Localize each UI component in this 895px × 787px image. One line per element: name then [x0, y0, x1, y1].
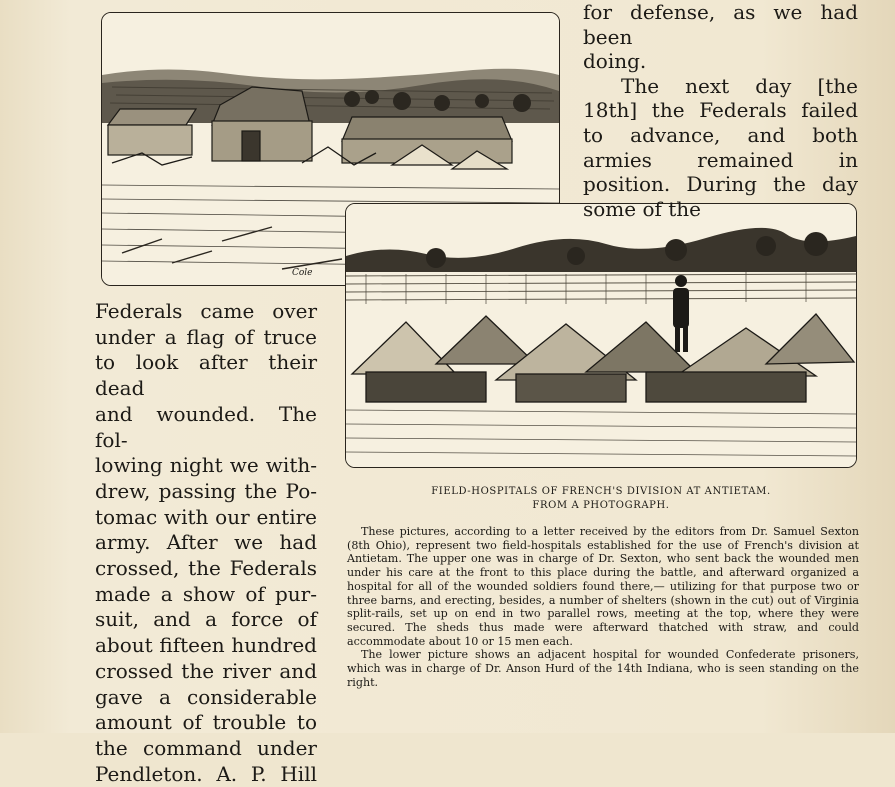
left-line: under a flag of truce — [95, 324, 317, 349]
left-line: crossed the river and — [95, 658, 317, 683]
footnote-block — [347, 525, 859, 689]
left-line: made a show of pur- — [95, 581, 317, 606]
left-line: crossed, the Federals — [95, 556, 317, 581]
left-line: suit, and a force of — [95, 607, 317, 632]
footnote-paragraph-2: The lower picture shows an adjacent hospital for wounded Confederate prisoners, which was in charge of Dr. Anson Hurd of the 14th Indiana, who is seen standing on the right. — [347, 648, 859, 689]
left-line: lowing night we with- — [95, 453, 317, 478]
caption-title: FIELD-HOSPITALS OF FRENCH'S DIVISION AT ANTIETAM. — [431, 486, 771, 497]
right-line-1: for defense, as we had been — [583, 0, 858, 49]
right-paragraph: The next day [the 18th] the Federals failed to advance, and both armies remained in position. During the day some of the — [583, 73, 858, 221]
right-column-text — [583, 0, 858, 221]
left-line: and wounded. The fol- — [95, 401, 317, 452]
left-line: about fifteen hundred — [95, 633, 317, 658]
left-line: tomac with our entire — [95, 504, 317, 529]
left-column-text — [95, 299, 317, 787]
left-line: amount of trouble to — [95, 710, 317, 735]
left-line: Federals came over — [95, 299, 317, 323]
engraver-signature: Cole — [292, 268, 313, 278]
left-line: the command under — [95, 735, 317, 760]
left-line: gave a considerable — [95, 684, 317, 709]
left-line: army. After we had — [95, 530, 317, 555]
caption-source: FROM A PHOTOGRAPH. — [532, 500, 670, 511]
left-line: Pendleton. A. P. Hill — [95, 761, 317, 786]
figure-caption — [345, 485, 857, 513]
left-line: to look after their dead — [95, 350, 317, 401]
footnote-paragraph-1: These pictures, according to a letter received by the editors from Dr. Samuel Sexton (8th Ohio), represent two field-hospitals established for the use of French's division at Antietam. The upper one was in charge of Dr. Sexton, who sent back the wounded men under his care at the front to this place during the battle, and afterward organized a hospital for all of the wounded soldiers found there,— utilizing for that purpose two or three barns, and erecting, besides, a number of shelters (shown in the cut) out of Virginia split-rails, set up on end in two parallel rows, meeting at the top, where they were secured. The sheds thus made were afterward thatched with straw, and could accommodate about 10 or 15 men each. — [347, 525, 859, 648]
left-line: drew, passing the Po- — [95, 478, 317, 503]
figure-confederate-hospital — [345, 203, 857, 468]
right-line-2: doing. — [583, 49, 647, 74]
